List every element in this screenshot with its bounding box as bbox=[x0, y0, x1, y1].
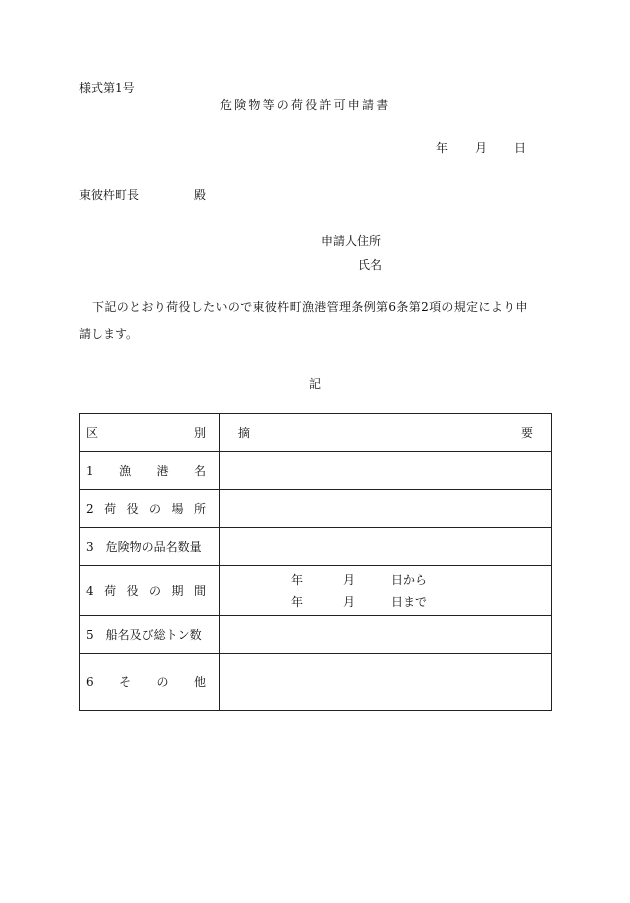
row-label-cell bbox=[80, 528, 220, 566]
row-label-char: 名 bbox=[193, 463, 206, 478]
row-label-cell bbox=[80, 566, 220, 616]
row-label-char: 役 bbox=[126, 583, 139, 598]
table-row bbox=[80, 528, 552, 566]
period-to-day: 日まで bbox=[391, 594, 428, 609]
body-text-line-2: 請します。 bbox=[79, 327, 139, 341]
summary-header-char: 摘 bbox=[238, 425, 251, 440]
date-month-label: 月 bbox=[475, 141, 488, 155]
applicant-name-label: 氏名 bbox=[358, 258, 383, 272]
category-header-char: 別 bbox=[193, 425, 206, 440]
category-header bbox=[86, 427, 206, 439]
row-label-char: 所 bbox=[193, 501, 206, 516]
row-label-char: 荷 bbox=[104, 583, 117, 598]
row-label-char: の bbox=[156, 675, 169, 689]
row-label-char: 港 bbox=[156, 463, 169, 478]
row-label-char: 6 bbox=[86, 675, 94, 689]
row-label-char: 役 bbox=[126, 501, 139, 516]
detail-table bbox=[79, 413, 552, 711]
period-lines bbox=[220, 569, 551, 613]
category-header-char: 区 bbox=[86, 425, 99, 440]
table-row bbox=[80, 566, 552, 616]
row-label bbox=[86, 676, 206, 688]
table-header-row bbox=[80, 414, 552, 452]
period-cell[interactable] bbox=[220, 566, 552, 616]
row-label-char: 場 bbox=[171, 501, 184, 516]
row-label-char: 1 bbox=[86, 463, 94, 478]
date-day-label: 日 bbox=[514, 141, 527, 155]
category-header-cell bbox=[80, 414, 220, 452]
row-value-cell[interactable] bbox=[220, 490, 552, 528]
row-value-cell[interactable] bbox=[220, 654, 552, 711]
summary-header bbox=[220, 427, 551, 439]
row-value-cell[interactable] bbox=[220, 616, 552, 654]
table-row bbox=[80, 490, 552, 528]
row-label bbox=[86, 503, 206, 515]
row-label-char: 漁 bbox=[119, 463, 132, 478]
period-from-line bbox=[291, 569, 551, 591]
row-label: 3 危険物の品名数量 bbox=[86, 540, 202, 554]
row-label-char: そ bbox=[119, 675, 132, 689]
body-text-line-1: 下記のとおり荷役したいので東彼杵町漁港管理条例第6条第2項の規定により申 bbox=[92, 300, 528, 314]
applicant-address-label: 申請人住所 bbox=[321, 234, 382, 248]
addressee: 東彼杵町長 bbox=[79, 188, 140, 202]
summary-header-cell bbox=[220, 414, 552, 452]
table-row bbox=[80, 654, 552, 711]
row-label-cell bbox=[80, 654, 220, 711]
row-label-char: の bbox=[149, 501, 162, 516]
row-label-char: 荷 bbox=[104, 501, 117, 516]
row-label bbox=[86, 465, 206, 477]
summary-header-char: 要 bbox=[520, 425, 533, 440]
ki-label: 記 bbox=[309, 377, 322, 391]
row-label: 5 船名及び総トン数 bbox=[86, 628, 202, 642]
row-value-cell[interactable] bbox=[220, 452, 552, 490]
period-to-line bbox=[291, 591, 551, 613]
honorific: 殿 bbox=[194, 188, 207, 202]
date-year-label: 年 bbox=[436, 141, 449, 155]
row-label-char: 間 bbox=[193, 583, 206, 598]
period-from-month: 月 bbox=[343, 572, 356, 587]
period-from-day: 日から bbox=[391, 572, 428, 587]
form-number: 様式第1号 bbox=[79, 81, 135, 95]
row-label-cell bbox=[80, 616, 220, 654]
period-to-year: 年 bbox=[291, 594, 304, 609]
document-title: 危険物等の荷役許可申請書 bbox=[220, 98, 391, 112]
row-value-cell[interactable] bbox=[220, 528, 552, 566]
table-row bbox=[80, 616, 552, 654]
period-to-month: 月 bbox=[343, 594, 356, 609]
row-label-char: 期 bbox=[171, 583, 184, 598]
row-label-char: 2 bbox=[86, 501, 94, 516]
table-row bbox=[80, 452, 552, 490]
row-label-cell bbox=[80, 452, 220, 490]
row-label bbox=[86, 585, 206, 597]
row-label-char: 他 bbox=[193, 675, 206, 689]
row-label-char: 4 bbox=[86, 583, 94, 598]
row-label-char: の bbox=[149, 583, 162, 598]
row-label-cell bbox=[80, 490, 220, 528]
period-from-year: 年 bbox=[291, 572, 304, 587]
